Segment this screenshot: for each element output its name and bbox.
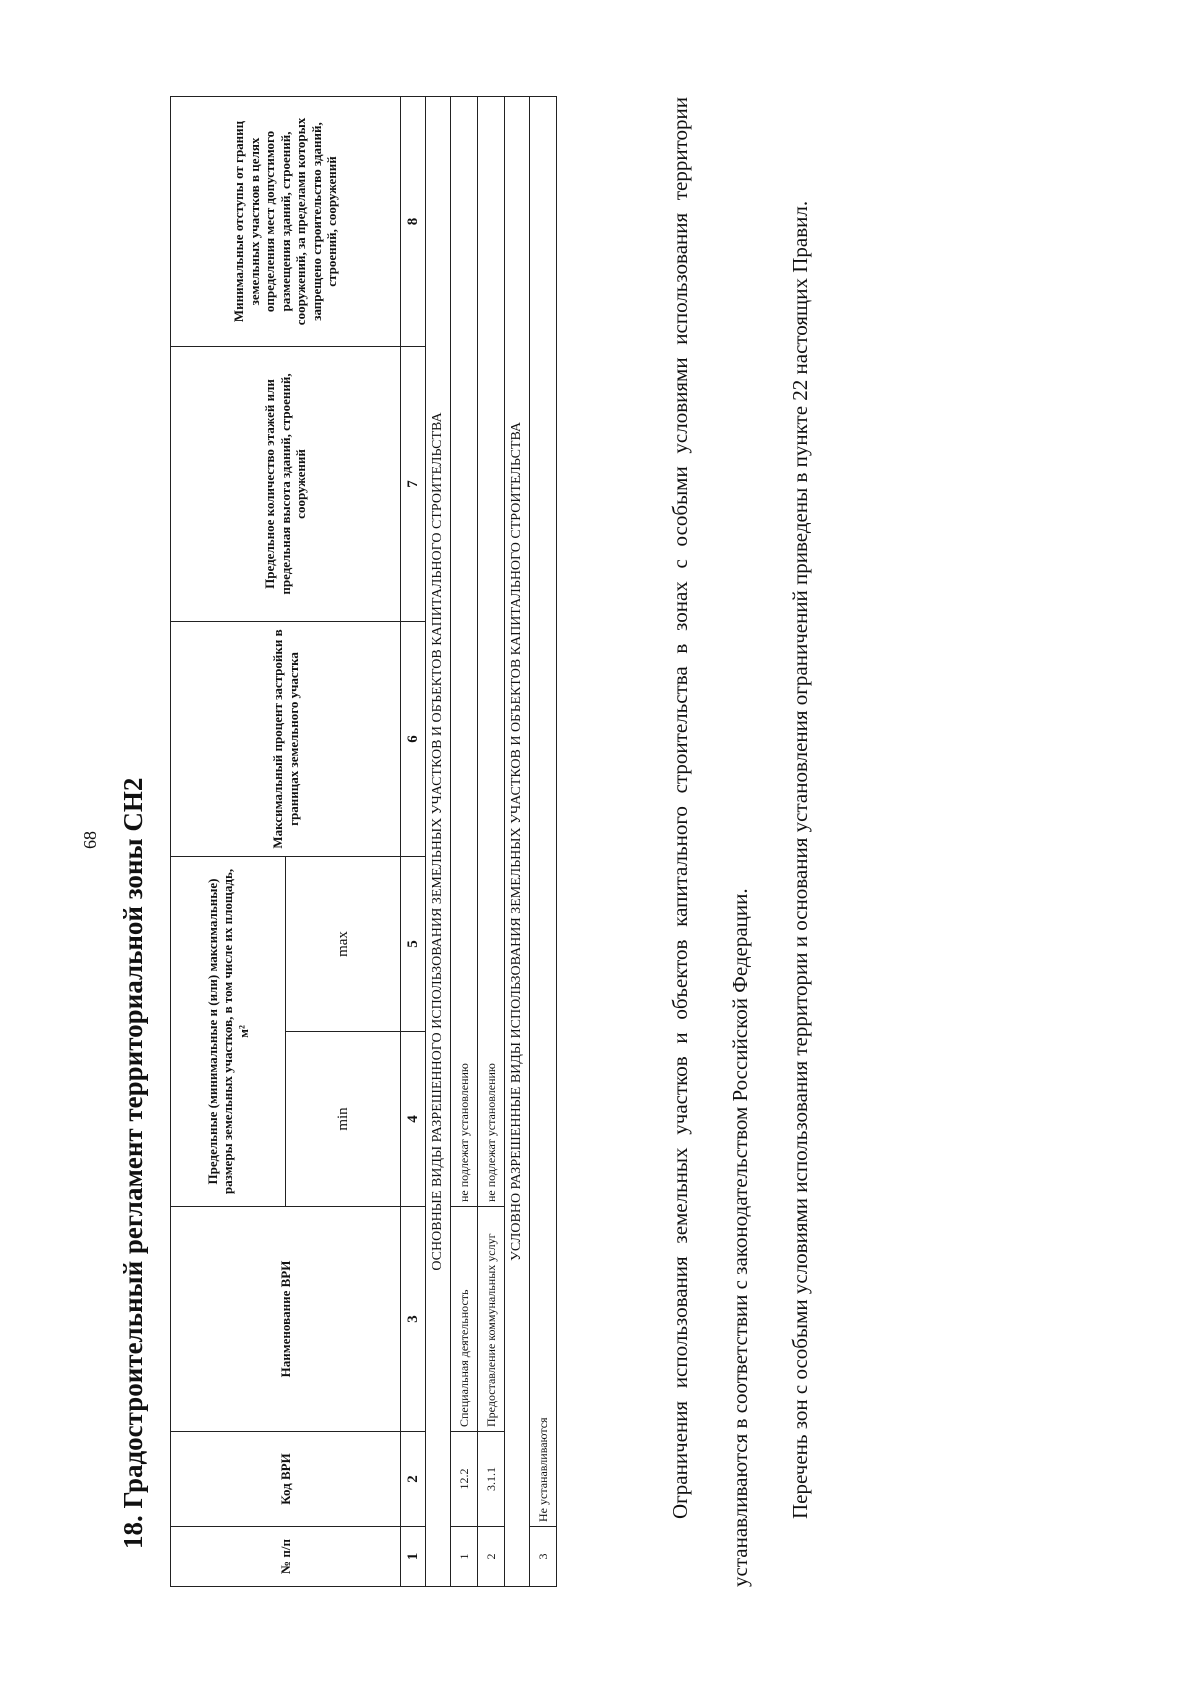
column-number-row [401,96,426,1586]
page-title: 18. Градостроительный регламент территориальной зоны СН2 [118,777,148,1549]
header-number: № п/п [171,1527,401,1587]
row-value: не подлежат установлению [478,96,505,1206]
column-number: 3 [401,1207,426,1432]
header-plot-size: Предельные (минимальные и (или) максимальные) размеры земельных участков, в том числе их площадь, м² [171,856,286,1206]
row-text: Не устанавливаются [530,96,557,1526]
header-name: Наименование ВРИ [171,1207,401,1432]
header-max-percent: Максимальный процент застройки в границах земельного участка [171,621,401,856]
regulation-table [170,96,557,1587]
header-setbacks: Минимальные отступы от границ земельных участков в целях определения мест допустимого размещения зданий, строений, сооружений, за пределами которых запрещено строительство зданий, строений, сооружений [171,96,401,346]
row-name: Предоставление коммунальных услуг [478,1207,505,1432]
section-main-row [426,96,451,1586]
row-number: 1 [451,1527,478,1587]
header-code: Код ВРИ [171,1432,401,1527]
row-code: 12.2 [451,1432,478,1527]
row-value: не подлежат установлению [451,96,478,1206]
row-code: 3.1.1 [478,1432,505,1527]
row-number: 3 [530,1527,557,1587]
table-row [478,96,505,1586]
table-row [530,96,557,1586]
body-text [650,97,830,1587]
column-number: 1 [401,1527,426,1587]
column-number: 2 [401,1432,426,1527]
column-number: 4 [401,1032,426,1207]
column-number: 7 [401,346,426,621]
section-main-label: ОСНОВНЫЕ ВИДЫ РАЗРЕШЕННОГО ИСПОЛЬЗОВАНИЯ ЗЕМЕЛЬНЫХ УЧАСТКОВ И ОБЪЕКТОВ КАПИТАЛЬНОГО СТРОИТЕЛЬСТВА [426,96,451,1586]
paragraph-restrictions: Ограничения использования земельных участков и объектов капитального строительства в зонах с особыми условиями использования территории устанавливаются в соответствии с законодательством Российской Федерации. [668,97,752,1587]
section-conditional-row [505,96,530,1586]
column-number: 8 [401,96,426,346]
section-conditional-label: УСЛОВНО РАЗРЕШЕННЫЕ ВИДЫ ИСПОЛЬЗОВАНИЯ ЗЕМЕЛЬНЫХ УЧАСТКОВ И ОБЪЕКТОВ КАПИТАЛЬНОГО СТРОИТЕЛЬСТВА [505,96,530,1586]
paragraph-zones-list: Перечень зон с особыми условиями использования территории и основания установления ограничений приведены в пункте 22 настоящих Правил. [788,200,812,1519]
row-name: Специальная деятельность [451,1207,478,1432]
header-row [171,96,286,1586]
header-floors: Предельное количество этажей или предельная высота зданий, строений, сооружений [171,346,401,621]
row-number: 2 [478,1527,505,1587]
header-min: min [286,1032,401,1207]
column-number: 6 [401,621,426,856]
page-number: 68 [80,831,100,849]
header-max: max [286,856,401,1031]
table-row [451,96,478,1586]
column-number: 5 [401,856,426,1031]
